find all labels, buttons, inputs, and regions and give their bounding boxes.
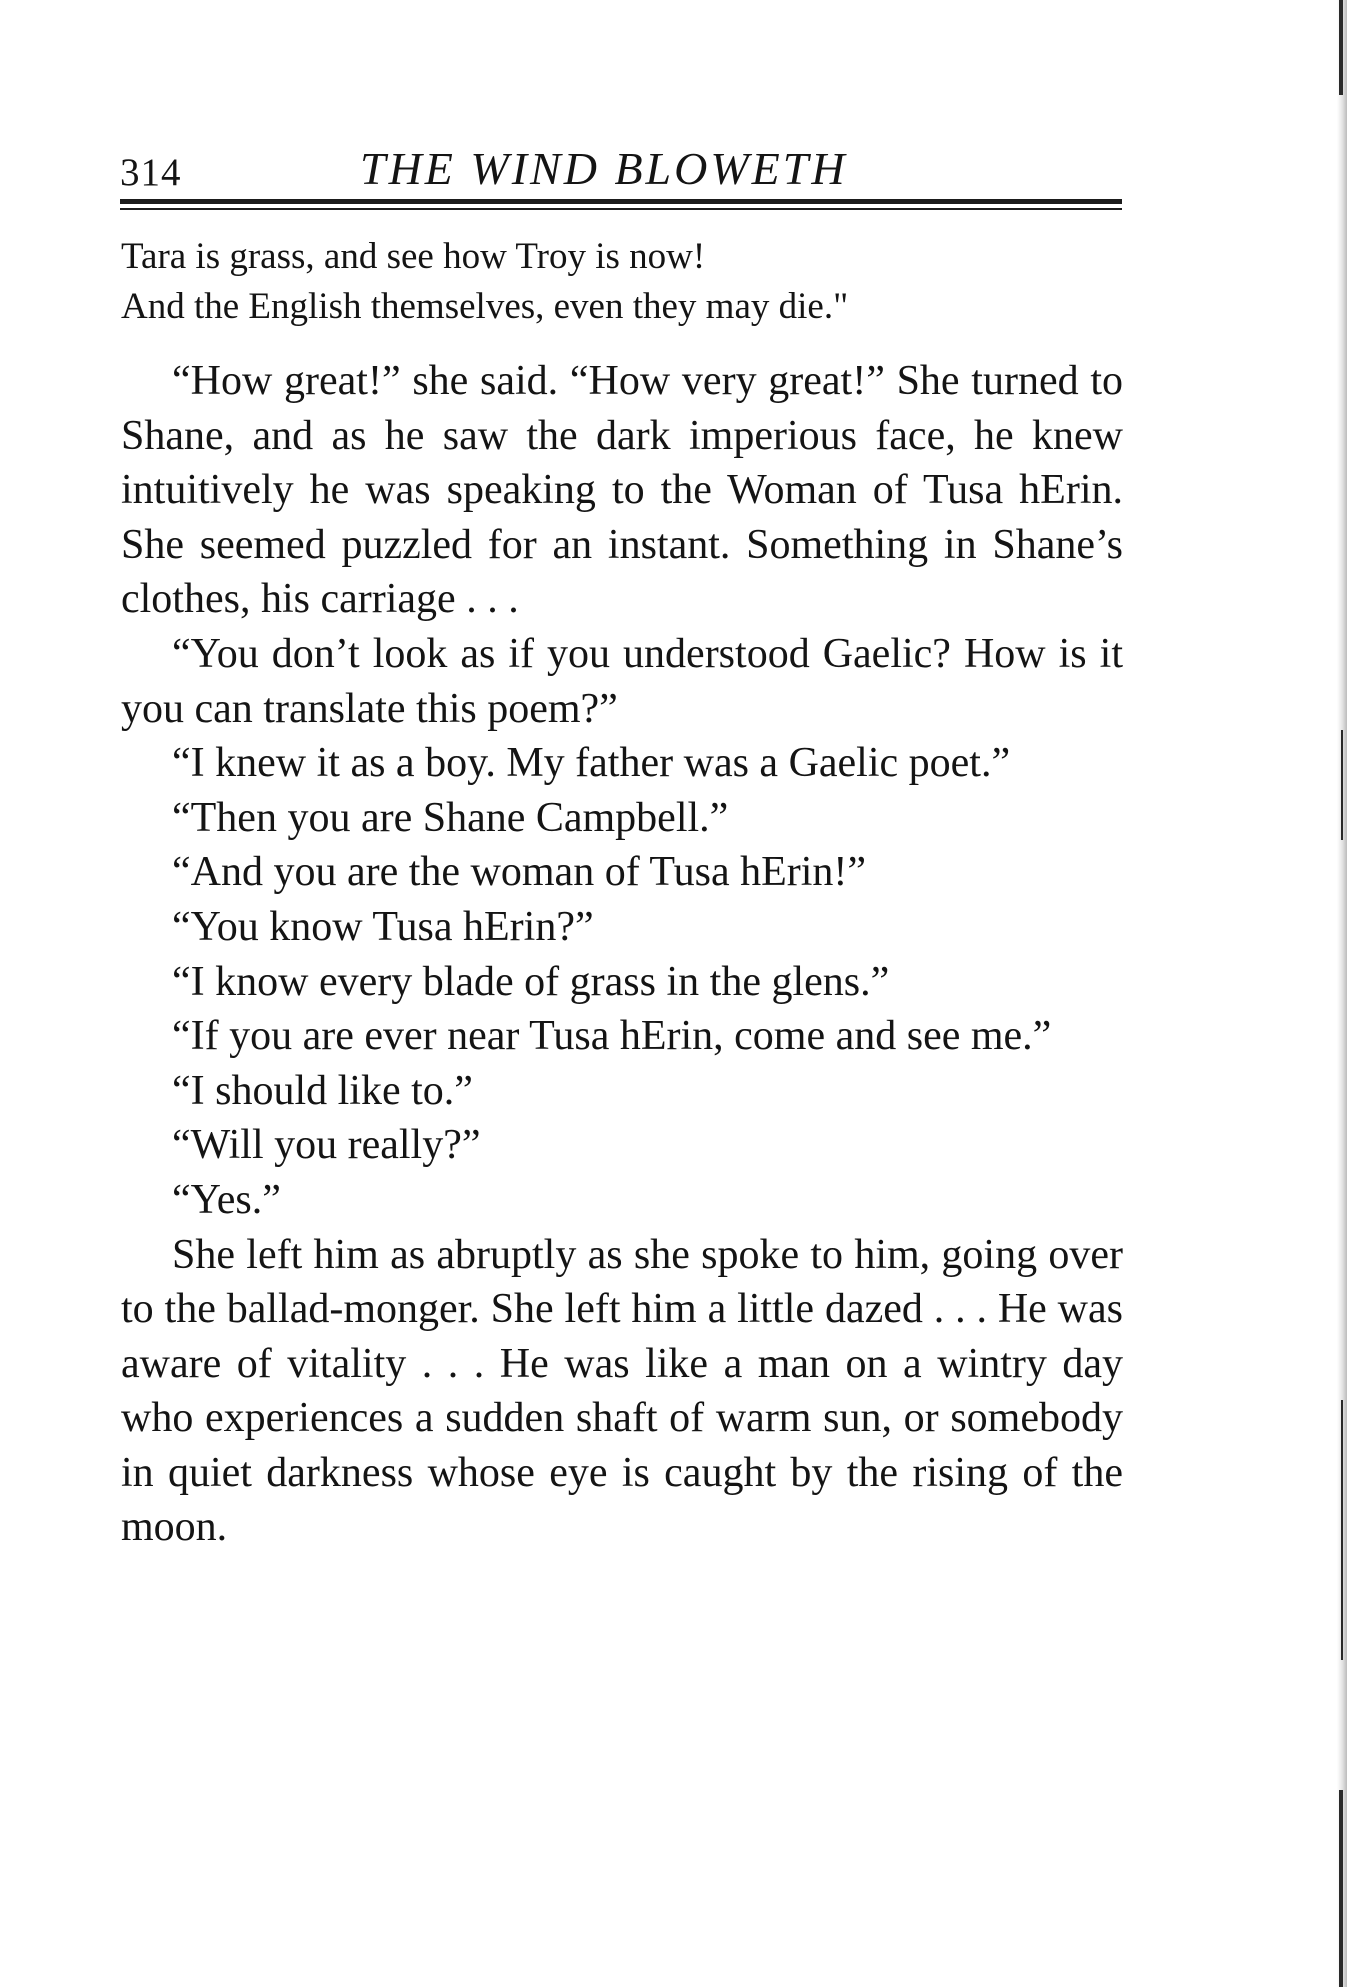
page-edge-shadow [1337,0,1347,1987]
page-edge-mark [1341,730,1343,840]
paragraph: “Then you are Shane Campbell.” [172,794,729,841]
verse-line: Tara is grass, and see how Troy is now! [121,236,706,277]
paragraph: “Yes.” [172,1176,281,1223]
page-edge-mark [1339,0,1343,95]
running-title: THE WIND BLOWETH [360,143,848,194]
verse-line: And the English themselves, even they may die." [121,286,849,327]
header-rule-thick [120,199,1122,204]
paragraph: “If you are ever near Tusa hErin, come and see me.” [172,1013,1052,1060]
paragraph: “You know Tusa hErin?” [172,903,594,950]
body-text [121,354,1123,1555]
verse-block [121,232,1121,332]
paragraph: “And you are the woman of Tusa hErin!” [172,849,867,896]
paragraph: “I knew it as a boy. My father was a Gaelic poet.” [172,740,1011,787]
page-header [120,138,1122,198]
page-edge-mark [1339,1790,1343,1987]
paragraph: She left him as abruptly as she spoke to him, going over to the ballad-monger. She left him a little dazed . . . He was aware of vitality . . . He was like a man on a wintry day who experiences a sudden shaft of warm sun, or somebody in quiet darkness whose eye is caught by the rising of the moon. [121,1231,1123,1551]
paragraph: “I know every blade of grass in the glens.” [172,958,890,1005]
paragraph: “I should like to.” [172,1067,473,1114]
page-edge-mark [1341,1400,1343,1660]
paragraph: “How great!” she said. “How very great!” She turned to Shane, and as he saw the dark imperious face, he knew intuitively he was speaking to the Woman of Tusa hErin. She seemed puzzled for an instant. Something in Shane’s clothes, his carriage . . . [121,358,1123,623]
page-number: 314 [120,151,182,194]
header-rule-thin [120,208,1122,210]
paragraph: “You don’t look as if you understood Gaelic? How is it you can translate this poem?” [121,630,1123,732]
paragraph: “Will you really?” [172,1122,481,1169]
